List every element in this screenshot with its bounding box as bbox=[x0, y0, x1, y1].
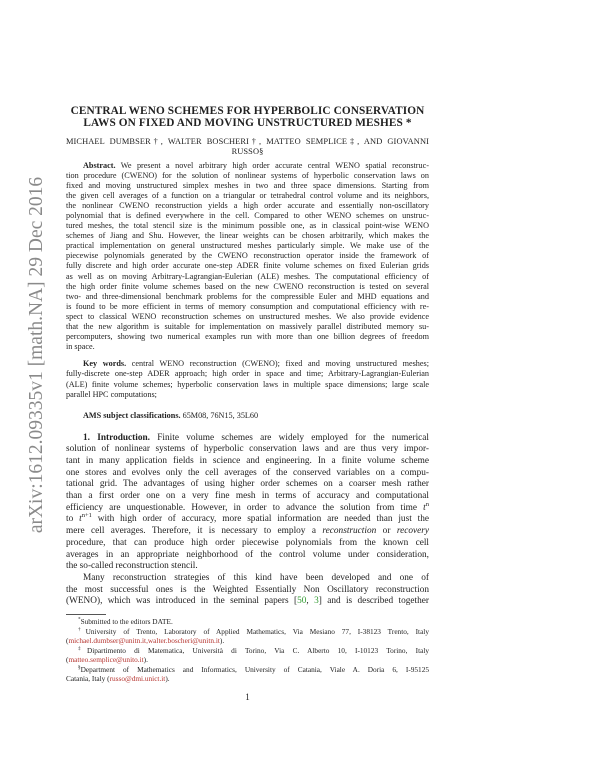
text-run: tational grid. The advantages of using higher order schemes on a coarser mesh rather bbox=[66, 479, 429, 490]
page-column bbox=[66, 106, 429, 703]
footnote-divider bbox=[66, 614, 106, 615]
text-run: Submitted to the editors DATE. bbox=[80, 617, 173, 627]
text-line bbox=[66, 573, 429, 585]
text-line bbox=[66, 500, 429, 515]
text-run: efficiency are unquestionable. However, in order to advance the solution from time bbox=[66, 502, 424, 513]
text-run: procedure, that can produce high order piecewise polynomials from the known cell bbox=[66, 537, 429, 548]
text-run: fully discrete and high order accurate one-step ADER finite volume schemes on fixed Eulerian grids bbox=[66, 261, 429, 271]
text-line bbox=[66, 468, 429, 480]
text-line bbox=[66, 550, 429, 562]
superscript: § bbox=[78, 664, 81, 671]
text-run: one stores and evolves only the cell averages of the conserved variables on a compu- bbox=[66, 467, 429, 478]
text-run: the so-called reconstruction stencil. bbox=[66, 561, 198, 572]
text-run: (ALE) finite volume schemes; hyperbolic conservation laws in multiple space dimensions; large scale bbox=[66, 379, 429, 389]
abstract-line bbox=[66, 241, 429, 251]
text-run: practical implementation on general unstructured meshes particularly simple. We make use of the bbox=[66, 241, 429, 251]
superscript: * bbox=[78, 616, 81, 623]
text-run: the nonlinear CWENO reconstruction yields a high order accurate and essentially non-oscillatory bbox=[66, 201, 429, 211]
italic-text: t bbox=[79, 514, 82, 525]
abstract-line bbox=[66, 302, 429, 312]
text-run: Dipartimento di Matematica, Università di Torino, Via C. Alberto 10, I-10123 Torino, Italy bbox=[86, 645, 430, 655]
text-line bbox=[66, 627, 429, 637]
text-run: mere cell averages. Therefore, it is necessary to employ a bbox=[66, 526, 323, 537]
text-run: We present a novel arbitrary high order accurate central WENO spatial reconstruc- bbox=[115, 161, 429, 170]
text-run: solution of nonlinear systems of hyperbolic conservation laws and are thus very impor- bbox=[66, 444, 429, 455]
ams-line bbox=[66, 411, 429, 421]
abstract-line bbox=[66, 282, 429, 292]
introduction-section bbox=[66, 433, 429, 609]
ams-classifications bbox=[66, 411, 429, 421]
paper-title bbox=[66, 106, 429, 129]
text-run: tant in many application fields in science and engineering. In a finite volume scheme bbox=[66, 455, 429, 466]
text-run: spect to classical WENO reconstruction schemes on unstructured meshes. We also provide evidence bbox=[66, 311, 429, 321]
abstract-line bbox=[66, 231, 429, 241]
text-run: parallel HPC computations; bbox=[66, 390, 157, 400]
text-run: Finite volume schemes are widely employed for the numerical bbox=[150, 432, 430, 443]
text-run: as well as on moving Arbitrary-Lagrangian-Eulerian (ALE) meshes. The computational efficiency of bbox=[66, 271, 429, 281]
authors-line: RUSSO§ bbox=[231, 147, 264, 156]
text-run: that the new algorithm is suitable for implementation on massively parallel distributed memory su- bbox=[66, 321, 429, 331]
text-run: Catania, Italy ( bbox=[66, 674, 110, 684]
text-line bbox=[66, 456, 429, 468]
email-link[interactable]: michael.dumbser@unitn.it,walter.boscheri@unitn.it bbox=[68, 636, 220, 646]
keywords-line bbox=[66, 359, 429, 369]
abstract-label: Abstract. bbox=[83, 161, 116, 170]
text-line bbox=[66, 479, 429, 491]
abstract-line bbox=[66, 181, 429, 191]
text-line bbox=[66, 526, 429, 538]
text-run: tured meshes, the total stencil size is the minimum possible one, as in classical point-wise WENO bbox=[66, 221, 429, 231]
text-line bbox=[66, 538, 429, 550]
superscript: † bbox=[78, 626, 86, 633]
italic-text: recovery bbox=[396, 526, 429, 537]
text-run: in space. bbox=[66, 341, 95, 351]
text-run: fixed and moving unstructured simplex meshes in two and three space dimensions. Starting from bbox=[66, 181, 429, 191]
text-run: University of Trento, Laboratory of Applied Mathematics, Via Mesiano 77, I-38123 Trento, Italy bbox=[85, 626, 429, 636]
abstract-line bbox=[66, 161, 429, 171]
ams-label: AMS subject classifications. bbox=[83, 410, 181, 420]
text-run: ( bbox=[66, 636, 69, 646]
keywords-line bbox=[66, 390, 429, 400]
citation-link[interactable]: 50 bbox=[297, 596, 307, 607]
text-run: ] and is described together bbox=[318, 596, 429, 607]
text-line bbox=[66, 665, 429, 675]
text-run: ). bbox=[219, 636, 225, 646]
superscript: n+1 bbox=[81, 512, 92, 520]
text-run: fully-discrete one-step ADER approach; high order in space and time; Arbitrary-Lagrangian-Eulerian bbox=[66, 369, 429, 379]
text-run: schemes of Jiang and Shu. However, the linear weights can be chosen arbitrarily, which makes the bbox=[66, 231, 429, 241]
keywords-label: Key words. bbox=[83, 358, 127, 368]
footnotes bbox=[66, 617, 429, 684]
authors-line: MICHAEL DUMBSER†, WALTER BOSCHERI†, MATTEO SEMPLICE‡, AND GIOVANNI bbox=[66, 137, 429, 146]
text-run: , bbox=[306, 596, 315, 607]
text-line bbox=[66, 433, 429, 445]
text-run: to bbox=[66, 514, 80, 525]
text-line bbox=[66, 646, 429, 656]
title-line: LAWS ON FIXED AND MOVING UNSTRUCTURED MESHES * bbox=[83, 116, 412, 129]
superscript: n bbox=[425, 500, 429, 508]
abstract-line bbox=[66, 201, 429, 211]
text-line bbox=[66, 585, 429, 597]
text-run: piecewise polynomials generated by the CWENO reconstruction operator inside the framework of bbox=[66, 251, 429, 261]
text-run: than a first order one on a very fine mesh in terms of accuracy and computational bbox=[66, 491, 429, 502]
abstract-line bbox=[66, 261, 429, 271]
abstract-line bbox=[66, 342, 429, 352]
text-run: with high order of accuracy, more spatial information are needed than just the bbox=[91, 514, 430, 525]
abstract bbox=[66, 161, 429, 352]
abstract-line bbox=[66, 251, 429, 261]
abstract-line bbox=[66, 272, 429, 282]
arxiv-identifier-stamp: arXiv:1612.09335v1 [math.NA] 29 Dec 2016 bbox=[26, 176, 47, 534]
keywords-line bbox=[66, 380, 429, 390]
text-line bbox=[66, 655, 429, 665]
title-line: CENTRAL WENO SCHEMES FOR HYPERBOLIC CONSERVATION bbox=[70, 105, 425, 117]
text-run: the most successful ones is the Weighted Essentially Non Oscillatory reconstruction bbox=[66, 584, 429, 595]
citation-link[interactable]: 3 bbox=[314, 596, 319, 607]
text-line bbox=[66, 674, 429, 684]
text-run: tion procedure (CWENO) for the solution of nonlinear systems of hyperbolic conservation laws on bbox=[66, 171, 429, 181]
text-run: or bbox=[376, 526, 397, 537]
text-run: Many reconstruction strategies of this kind have been developed and one of bbox=[83, 572, 429, 583]
abstract-line bbox=[66, 322, 429, 332]
superscript: ‡ bbox=[78, 645, 87, 652]
keywords-line bbox=[66, 369, 429, 379]
abstract-line bbox=[66, 312, 429, 322]
text-run: ( bbox=[66, 655, 69, 665]
text-run: the given cell averages of a function on a triangular or tetrahedral control volume and its neighbors, bbox=[66, 191, 429, 201]
text-line bbox=[66, 596, 429, 608]
text-line bbox=[66, 444, 429, 456]
text-run: central WENO reconstruction (CWENO); fixed and moving unstructured meshes; bbox=[126, 358, 429, 368]
text-line bbox=[66, 491, 429, 503]
text-run: is found to be more efficient in terms of memory consumption and computational efficiency with re- bbox=[66, 301, 429, 311]
text-run: Department of Mathematics and Informatics, University of Catania, Viale A. Doria 6, I-95125 bbox=[80, 664, 429, 674]
text-run: polynomial that is defined everywhere in the cell. Compared to other WENO schemes on unstruc- bbox=[66, 211, 429, 221]
text-run: ). bbox=[165, 674, 170, 684]
abstract-line bbox=[66, 332, 429, 342]
text-line bbox=[66, 561, 429, 573]
abstract-line bbox=[66, 221, 429, 231]
email-link[interactable]: matteo.semplice@unito.it bbox=[68, 655, 144, 665]
text-line bbox=[66, 636, 429, 646]
text-run: percomputers, showing two numerical examples run with more than one billion degrees of freedom bbox=[66, 331, 429, 341]
author-list bbox=[66, 137, 429, 157]
email-link[interactable]: russo@dmi.unict.it bbox=[109, 674, 166, 684]
text-run: (WENO), which was introduced in the seminal papers [ bbox=[66, 596, 298, 607]
text-line bbox=[66, 514, 429, 526]
text-run: the high order finite volume schemes based on the new CWENO reconstruction is tested on several bbox=[66, 281, 429, 291]
keywords bbox=[66, 359, 429, 401]
section-heading: 1. Introduction. bbox=[83, 432, 151, 443]
abstract-line bbox=[66, 292, 429, 302]
page-number: 1 bbox=[245, 691, 250, 702]
text-run: averages in an appropriate neighborhood of the control volume under consideration, bbox=[66, 549, 429, 560]
abstract-line bbox=[66, 191, 429, 201]
abstract-line bbox=[66, 171, 429, 181]
text-run: two- and three-dimensional benchmark problems for the compressible Euler and MHD equations and bbox=[66, 291, 429, 301]
abstract-line bbox=[66, 211, 429, 221]
text-line bbox=[66, 617, 429, 627]
text-run: ). bbox=[143, 655, 148, 665]
italic-text: t bbox=[423, 502, 426, 513]
italic-text: reconstruction bbox=[322, 526, 377, 537]
ams-value: 65M08, 76N15, 35L60 bbox=[180, 410, 259, 420]
